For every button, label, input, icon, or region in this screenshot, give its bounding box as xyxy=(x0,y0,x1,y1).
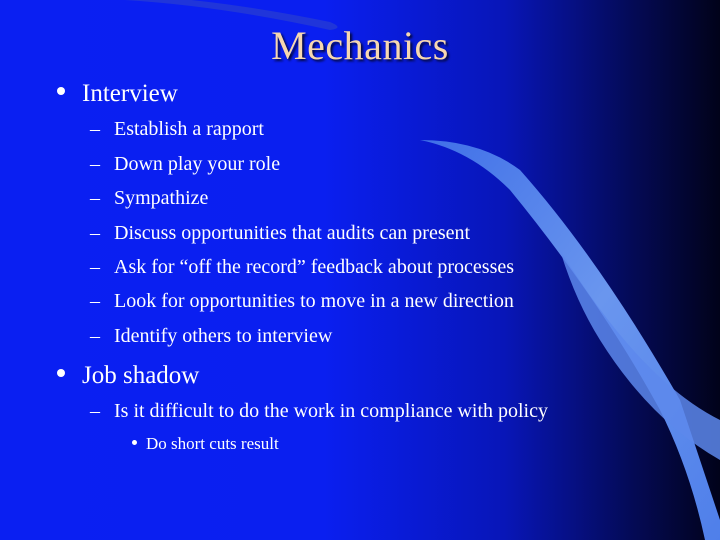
sub-bullet xyxy=(90,400,548,423)
dash-marker: – xyxy=(90,325,100,347)
bullet-interview xyxy=(57,80,178,108)
bullet-dot-icon xyxy=(57,369,65,377)
sub-bullet xyxy=(90,222,470,245)
dash-marker: – xyxy=(90,222,100,244)
bullet-dot-icon xyxy=(57,87,65,95)
small-dot-icon xyxy=(132,440,137,445)
sub-bullet xyxy=(90,290,514,313)
sub-bullet-text: Down play your role xyxy=(114,153,281,175)
dash-marker: – xyxy=(90,118,100,140)
sub-bullet-text: Establish a rapport xyxy=(114,118,264,140)
sub-bullet xyxy=(90,118,264,141)
sub-bullet xyxy=(90,153,280,176)
slide-title: Mechanics xyxy=(271,23,449,68)
dash-marker: – xyxy=(90,187,100,209)
dash-marker: – xyxy=(90,153,100,175)
dash-marker: – xyxy=(90,400,100,422)
sub-bullet-text: Ask for “off the record” feedback about processes xyxy=(114,256,515,278)
sub-sub-bullet-text: Do short cuts result xyxy=(146,434,279,453)
bullet-job-shadow xyxy=(57,362,199,390)
sub-bullet-text: Sympathize xyxy=(114,187,209,209)
sub-bullet-text: Discuss opportunities that audits can present xyxy=(114,222,471,244)
bullet-label: Interview xyxy=(82,80,178,107)
swoosh-band xyxy=(420,140,720,540)
sub-sub-bullet xyxy=(132,434,279,454)
sub-bullet-text: Identify others to interview xyxy=(114,325,333,347)
bullet-label: Job shadow xyxy=(82,362,200,389)
dash-marker: – xyxy=(90,256,100,278)
dash-marker: – xyxy=(90,290,100,312)
sub-bullet-text: Look for opportunities to move in a new direction xyxy=(114,290,514,312)
sub-bullet xyxy=(90,325,332,348)
sub-bullet xyxy=(90,256,514,279)
sub-bullet-text: Is it difficult to do the work in compliance with policy xyxy=(114,400,548,422)
sub-bullet xyxy=(90,187,208,210)
